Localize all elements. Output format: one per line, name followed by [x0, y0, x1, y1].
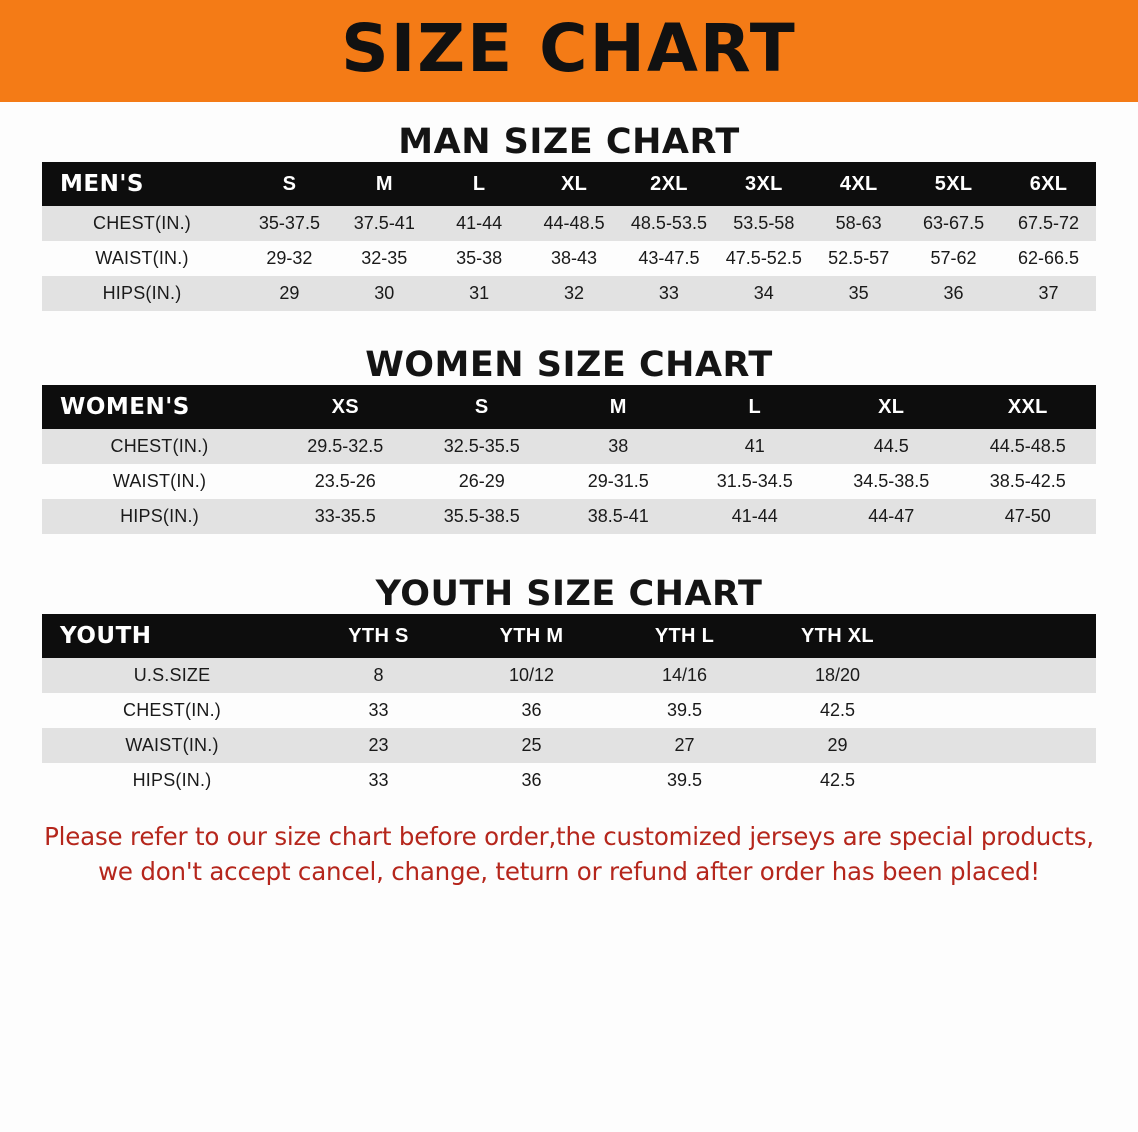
cell: 44.5-48.5	[960, 429, 1097, 464]
row-label: HIPS(IN.)	[42, 763, 302, 798]
cell: 44-48.5	[527, 206, 622, 241]
cell: 33-35.5	[277, 499, 414, 534]
man-section-title: MAN SIZE CHART	[398, 122, 740, 162]
cell: 26-29	[414, 464, 551, 499]
cell: 58-63	[811, 206, 906, 241]
cell: 41	[687, 429, 824, 464]
cell: 31.5-34.5	[687, 464, 824, 499]
cell: 38	[550, 429, 687, 464]
women-col-header: XL	[878, 395, 905, 418]
women-table-wrapper	[42, 385, 1096, 534]
row-label: U.S.SIZE	[42, 658, 302, 693]
cell: 31	[432, 276, 527, 311]
row-label: CHEST(IN.)	[42, 429, 277, 464]
cell: 29.5-32.5	[277, 429, 414, 464]
women-col-header: L	[748, 395, 762, 418]
man-col-header: L	[472, 172, 486, 195]
cell: 36	[455, 693, 608, 728]
youth-header-row	[42, 614, 1096, 658]
cell: 57-62	[906, 241, 1001, 276]
cell-empty	[914, 693, 1096, 728]
women-section-title: WOMEN SIZE CHART	[365, 345, 773, 385]
man-col-header: 4XL	[839, 172, 878, 195]
cell: 29	[761, 728, 914, 763]
cell: 63-67.5	[906, 206, 1001, 241]
cell: 34.5-38.5	[823, 464, 960, 499]
cell: 39.5	[608, 763, 761, 798]
cell: 35.5-38.5	[414, 499, 551, 534]
cell: 42.5	[761, 693, 914, 728]
man-col-header: 5XL	[934, 172, 973, 195]
women-size-table	[42, 385, 1096, 534]
cell: 47.5-52.5	[716, 241, 811, 276]
table-row	[42, 658, 1096, 693]
cell: 38.5-41	[550, 499, 687, 534]
women-header-row	[42, 385, 1096, 429]
cell: 37.5-41	[337, 206, 432, 241]
cell: 67.5-72	[1001, 206, 1096, 241]
cell: 14/16	[608, 658, 761, 693]
table-row	[42, 464, 1096, 499]
cell: 29-31.5	[550, 464, 687, 499]
cell: 39.5	[608, 693, 761, 728]
cell: 41-44	[432, 206, 527, 241]
cell: 8	[302, 658, 455, 693]
man-corner-header: MEN'S	[60, 171, 144, 197]
man-table-head	[42, 162, 1096, 206]
cell: 42.5	[761, 763, 914, 798]
man-size-table	[42, 162, 1096, 311]
cell: 44-47	[823, 499, 960, 534]
cell: 47-50	[960, 499, 1097, 534]
cell: 32.5-35.5	[414, 429, 551, 464]
cell: 33	[622, 276, 717, 311]
youth-spacer-header	[914, 614, 1096, 658]
cell: 35-37.5	[242, 206, 337, 241]
cell: 44.5	[823, 429, 960, 464]
man-col-header: 3XL	[745, 172, 783, 195]
cell: 25	[455, 728, 608, 763]
cell: 53.5-58	[716, 206, 811, 241]
table-row	[42, 429, 1096, 464]
cell: 38.5-42.5	[960, 464, 1097, 499]
cell: 62-66.5	[1001, 241, 1096, 276]
cell: 41-44	[687, 499, 824, 534]
women-col-header: XXL	[1007, 395, 1048, 418]
table-row	[42, 206, 1096, 241]
man-col-header: M	[375, 172, 393, 195]
cell: 27	[608, 728, 761, 763]
man-col-header: 6XL	[1029, 172, 1068, 195]
cell: 29	[242, 276, 337, 311]
row-label: WAIST(IN.)	[42, 241, 242, 276]
youth-corner-header: YOUTH	[60, 623, 152, 649]
page-banner	[0, 0, 1138, 102]
man-col-header: 2XL	[650, 172, 688, 195]
man-table-body	[42, 206, 1096, 311]
row-label: CHEST(IN.)	[42, 206, 242, 241]
youth-col-header: YTH S	[348, 624, 409, 647]
cell: 37	[1001, 276, 1096, 311]
man-header-row	[42, 162, 1096, 206]
table-row	[42, 276, 1096, 311]
disclaimer-line-1: Please refer to our size chart before order,the customized jerseys are special products,	[44, 822, 1094, 851]
cell: 52.5-57	[811, 241, 906, 276]
cell: 32-35	[337, 241, 432, 276]
women-corner-header: WOMEN'S	[60, 394, 190, 420]
cell: 23.5-26	[277, 464, 414, 499]
youth-section-title: YOUTH SIZE CHART	[375, 574, 763, 614]
cell: 29-32	[242, 241, 337, 276]
table-row	[42, 693, 1096, 728]
cell: 48.5-53.5	[622, 206, 717, 241]
cell: 36	[455, 763, 608, 798]
table-row	[42, 499, 1096, 534]
row-label: CHEST(IN.)	[42, 693, 302, 728]
women-col-header: M	[609, 395, 627, 418]
youth-table-wrapper	[42, 614, 1096, 798]
row-label: HIPS(IN.)	[42, 276, 242, 311]
cell: 36	[906, 276, 1001, 311]
cell: 33	[302, 693, 455, 728]
row-label: WAIST(IN.)	[42, 728, 302, 763]
row-label: HIPS(IN.)	[42, 499, 277, 534]
table-row	[42, 728, 1096, 763]
youth-col-header: YTH M	[499, 624, 564, 647]
women-col-header: S	[474, 395, 489, 418]
row-label: WAIST(IN.)	[42, 464, 277, 499]
man-col-header: S	[282, 172, 297, 195]
disclaimer-note	[34, 820, 1104, 890]
youth-col-header: YTH L	[654, 624, 715, 647]
man-table-wrapper	[42, 162, 1096, 311]
youth-table-head	[42, 614, 1096, 658]
cell-empty	[914, 658, 1096, 693]
cell: 38-43	[527, 241, 622, 276]
cell: 33	[302, 763, 455, 798]
disclaimer-line-2: we don't accept cancel, change, teturn or refund after order has been placed!	[98, 856, 1040, 886]
women-table-body	[42, 429, 1096, 534]
cell: 34	[716, 276, 811, 311]
women-table-head	[42, 385, 1096, 429]
cell: 35	[811, 276, 906, 311]
man-col-header: XL	[560, 172, 588, 195]
table-row	[42, 241, 1096, 276]
table-row	[42, 763, 1096, 798]
cell-empty	[914, 728, 1096, 763]
cell-empty	[914, 763, 1096, 798]
women-col-header: XS	[331, 395, 359, 418]
cell: 43-47.5	[622, 241, 717, 276]
youth-table-body	[42, 658, 1096, 798]
cell: 10/12	[455, 658, 608, 693]
youth-size-table	[42, 614, 1096, 798]
cell: 35-38	[432, 241, 527, 276]
page-title: SIZE CHART	[341, 10, 797, 87]
cell: 18/20	[761, 658, 914, 693]
cell: 23	[302, 728, 455, 763]
cell: 32	[527, 276, 622, 311]
cell: 30	[337, 276, 432, 311]
youth-col-header: YTH XL	[801, 624, 874, 647]
